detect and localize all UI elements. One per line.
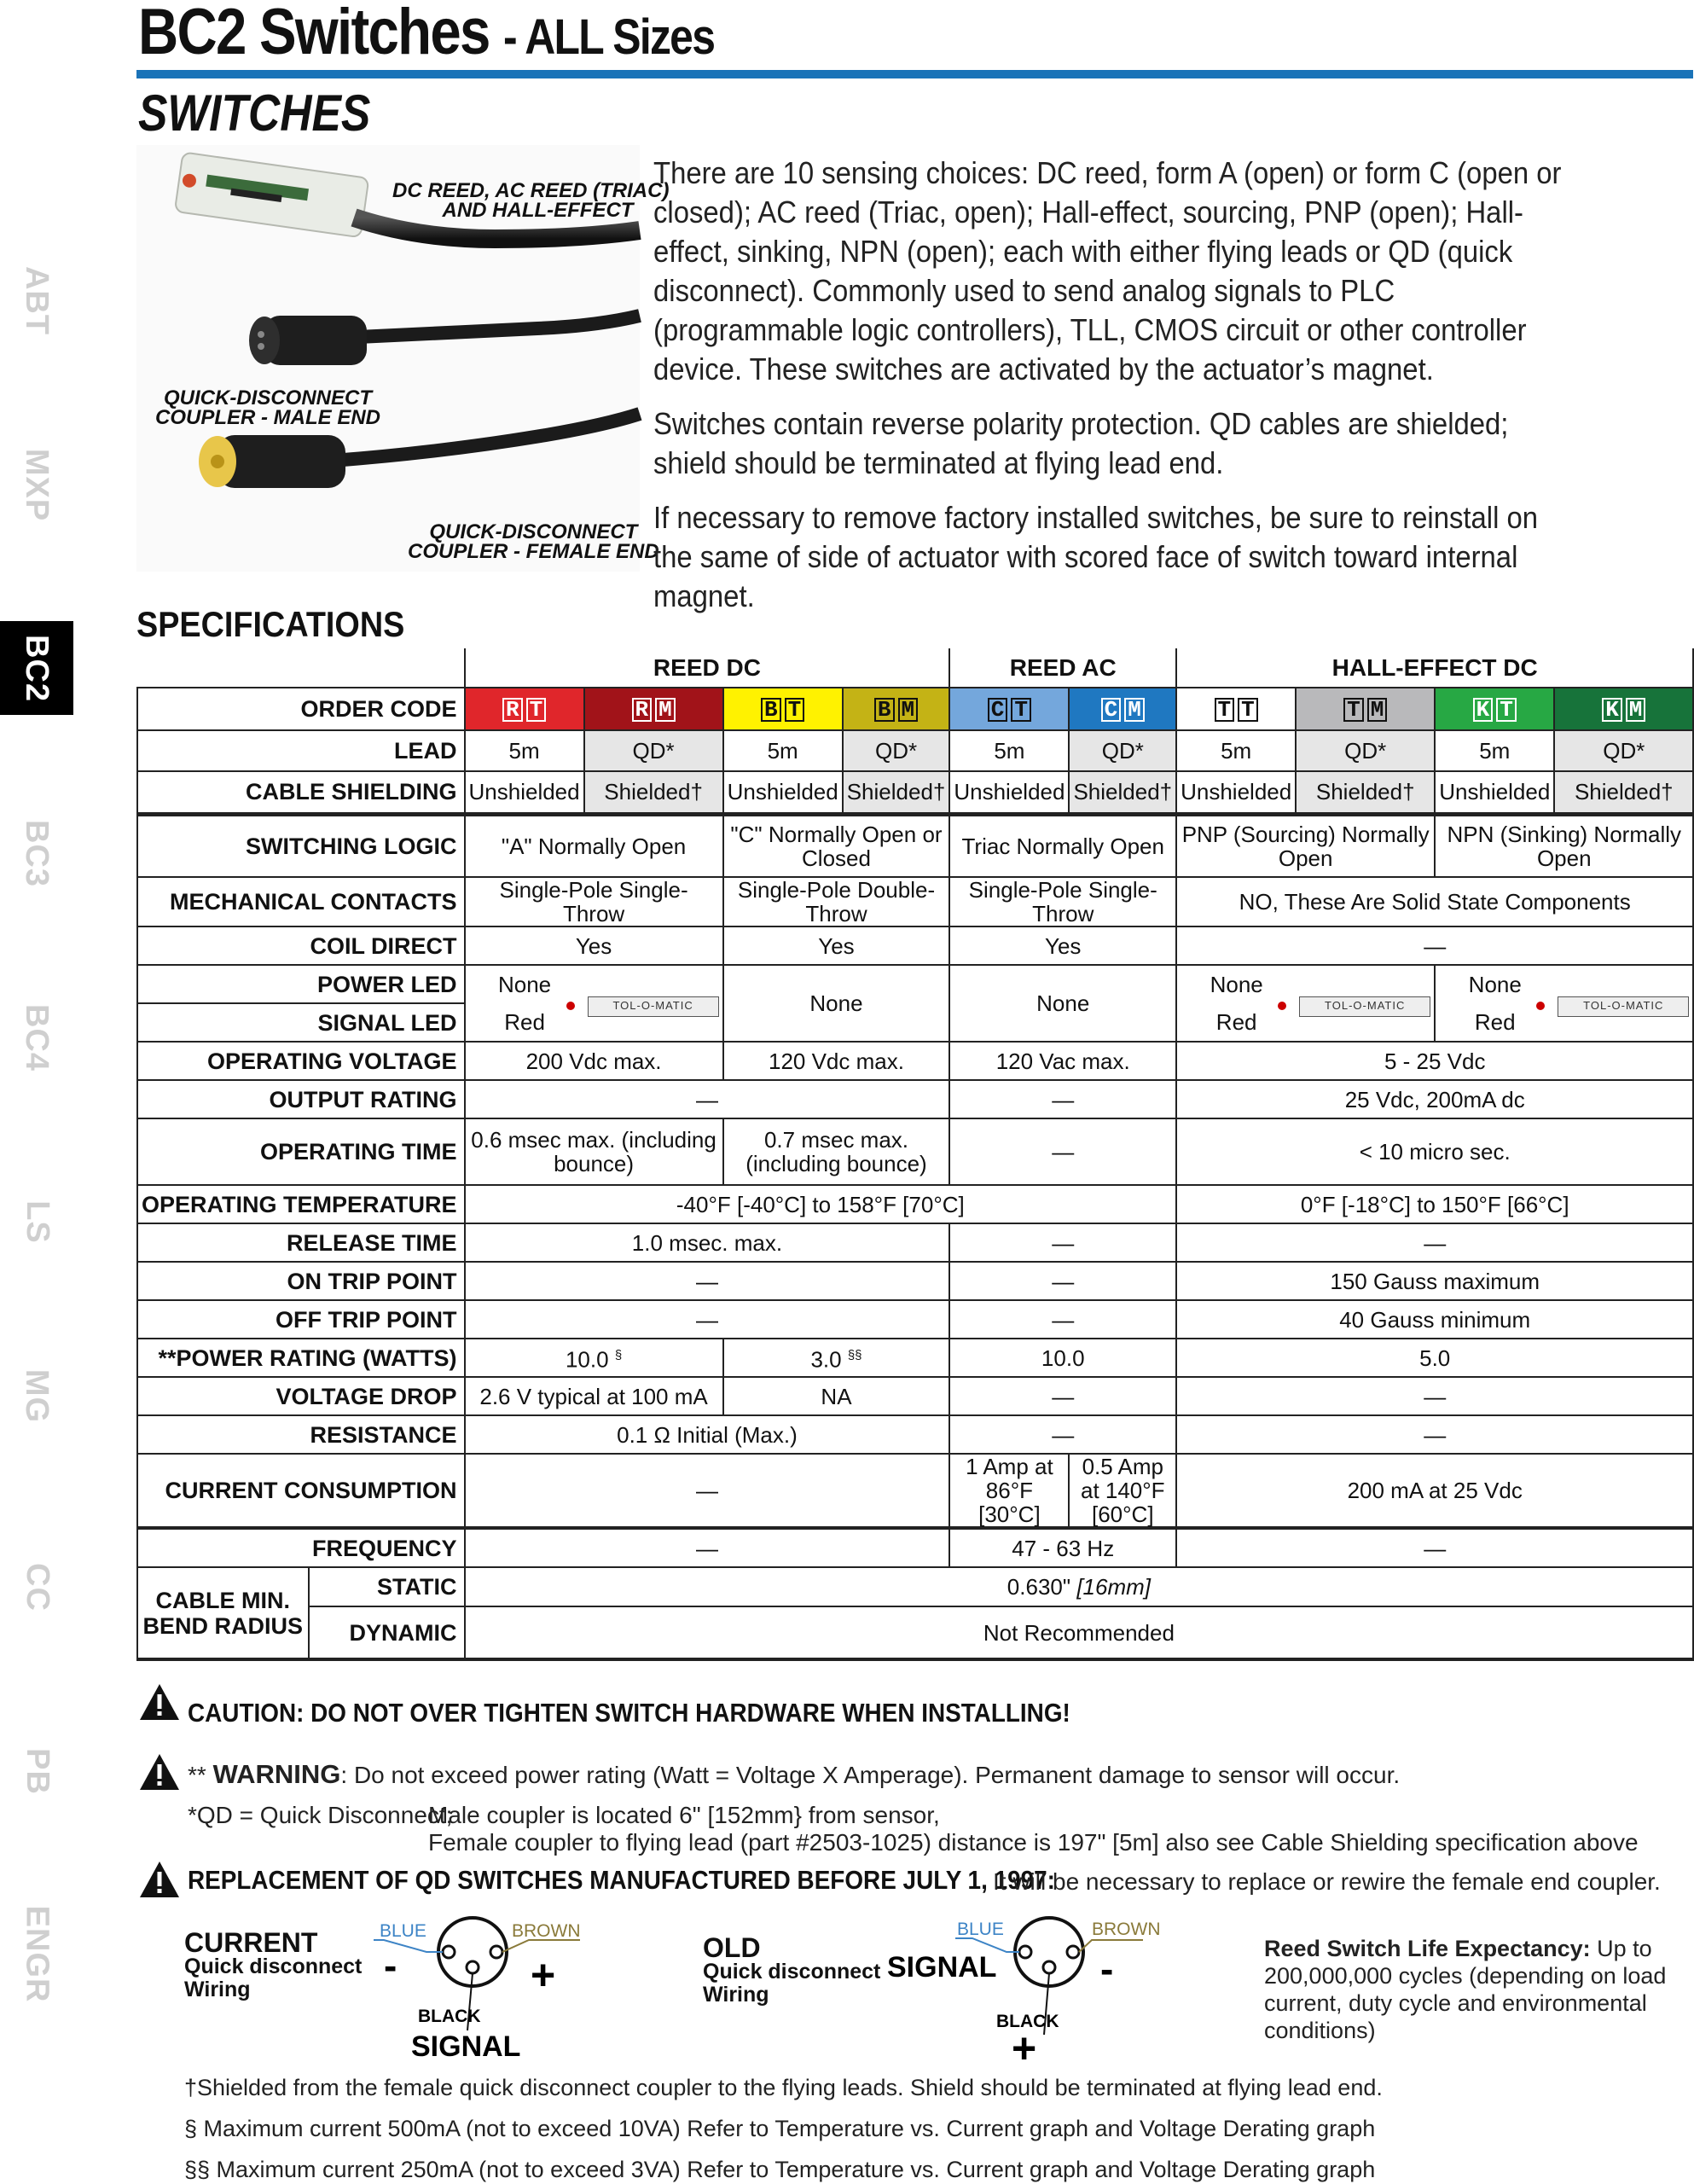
- order-code-cm: C M: [1069, 688, 1176, 730]
- bend-radius-static-row: CABLE MIN. BEND RADIUS STATIC 0.630" [16mm]: [137, 1567, 1693, 1606]
- reed-life-expectancy: Reed Switch Life Expectancy: Up to 200,000,000 cycles (depending on load current, duty cycle and environmental conditions): [1264, 1936, 1667, 2043]
- sidebar-tab-pb[interactable]: PB: [19, 1747, 55, 1795]
- svg-text:SIGNAL: SIGNAL: [411, 2030, 521, 2063]
- sidebar-tab-bc2[interactable]: BC2: [0, 621, 73, 715]
- group-reed-dc: REED DC: [465, 648, 950, 688]
- intro-text: [653, 154, 1562, 631]
- svg-text:-: -: [1100, 1947, 1114, 1991]
- svg-text:BROWN: BROWN: [1092, 1920, 1161, 1939]
- section-title: SWITCHES: [138, 84, 371, 142]
- frequency-row: FREQUENCY — 47 - 63 Hz —: [137, 1528, 1693, 1567]
- svg-text:BLACK: BLACK: [418, 2007, 481, 2026]
- sidebar-tab-mg[interactable]: MG: [19, 1368, 55, 1423]
- label-male-coupler: QUICK-DISCONNECT COUPLER - MALE END: [155, 386, 380, 429]
- group-reed-ac: REED AC: [949, 648, 1176, 688]
- row-label: ORDER CODE: [137, 688, 465, 730]
- footnote-section: § Maximum current 500mA (not to exceed 10VA) Refer to Temperature vs. Current graph and Voltage Derating graph: [184, 2116, 1376, 2141]
- order-code-bm: B M: [843, 688, 950, 730]
- footnote-double-section: §§ Maximum current 250mA (not to exceed 3VA) Refer to Temperature vs. Current graph and Voltage Derating graph: [184, 2157, 1376, 2182]
- qd-female-note: Female coupler to flying lead (part #2503-1025) distance is 197" [5m] also see Cable Shielding specification above: [428, 1829, 1639, 1856]
- resistance-row: RESISTANCE 0.1 Ω Initial (Max.) — —: [137, 1415, 1693, 1454]
- sidebar-tab-ls[interactable]: LS: [19, 1199, 55, 1244]
- lead-row: LEAD 5m QD* 5m QD* 5m QD* 5m QD* 5m QD*: [137, 730, 1693, 771]
- led-indicator-image: TOL-O-MATIC: [1296, 965, 1435, 1042]
- svg-text:BLACK: BLACK: [996, 2012, 1059, 2031]
- sidebar-tab-cc[interactable]: CC: [19, 1562, 55, 1612]
- intro-paragraph-1: There are 10 sensing choices: DC reed, form A (open) or form C (open or closed); AC reed (Triac, open); Hall-effect, sourcing, PNP (open); Hall-effect, sinking, NPN (open); each with either flying leads or QD (quick disconnect). Commonly used to send analog signals to PLC (programmable logic controllers), TLL, CMOS circuit or other controller device. These switches are activated by the actuator’s magnet.: [653, 155, 1562, 386]
- off-trip-point-row: OFF TRIP POINT — — 40 Gauss minimum: [137, 1300, 1693, 1339]
- specifications-table: [136, 648, 1694, 1661]
- coil-direct-row: COIL DIRECT Yes Yes Yes —: [137, 926, 1693, 965]
- operating-voltage-row: OPERATING VOLTAGE 200 Vdc max. 120 Vdc max. 120 Vac max. 5 - 25 Vdc: [137, 1042, 1693, 1080]
- old-wiring-label: OLD Quick disconnect Wiring: [703, 1932, 881, 2007]
- output-rating-row: OUTPUT RATING — — 25 Vdc, 200mA dc: [137, 1080, 1693, 1118]
- voltage-drop-row: VOLTAGE DROP 2.6 V typical at 100 mA NA — —: [137, 1377, 1693, 1415]
- label-female-coupler: QUICK-DISCONNECT COUPLER - FEMALE END: [408, 520, 659, 563]
- svg-text:-: -: [384, 1943, 397, 1988]
- qd-definition: *QD = Quick Disconnect;: [188, 1802, 453, 1828]
- group-hall-effect-dc: HALL-EFFECT DC: [1176, 648, 1693, 688]
- svg-text:BROWN: BROWN: [512, 1921, 581, 1941]
- sidebar-tab-mxp[interactable]: MXP: [19, 448, 55, 521]
- intro-paragraph-2: Switches contain reverse polarity protection. QD cables are shielded; shield should be terminated at flying lead end.: [653, 406, 1509, 480]
- order-code-bt: B T: [723, 688, 843, 730]
- on-trip-point-row: ON TRIP POINT — — 150 Gauss maximum: [137, 1262, 1693, 1300]
- switching-logic-row: SWITCHING LOGIC "A" Normally Open "C" Normally Open or Closed Triac Normally Open PNP (Sourcing) Normally Open NPN (Sinking) Normally Open: [137, 814, 1693, 877]
- current-wiring-label: CURRENT Quick disconnect Wiring: [184, 1927, 363, 2001]
- page-title: BC2 Switches - ALL Sizes: [138, 0, 715, 68]
- title-rule: [136, 70, 1693, 78]
- cable-shielding-row: CABLE SHIELDING Unshielded Shielded† Unshielded Shielded† Unshielded Shielded† Unshielded Shielded† Unshielded Shielded†: [137, 771, 1693, 814]
- svg-text:BLUE: BLUE: [957, 1920, 1004, 1939]
- sidebar-tab-bc3[interactable]: BC3: [19, 819, 55, 887]
- order-code-km: K M: [1554, 688, 1693, 730]
- sidebar-tab-abt[interactable]: ABT: [19, 265, 55, 335]
- order-code-rm: R M: [584, 688, 723, 730]
- order-code-row: [137, 688, 1693, 730]
- warning-text: ** WARNING: Do not exceed power rating (Watt = Voltage X Amperage). Permanent damage to sensor will occur.: [188, 1759, 1401, 1789]
- intro-paragraph-3: If necessary to remove factory installed switches, be sure to reinstall on the same of side of actuator with scored face of switch toward internal magnet.: [653, 500, 1539, 613]
- order-code-tm: T M: [1296, 688, 1435, 730]
- order-code-ct: C T: [949, 688, 1069, 730]
- replacement-note: REPLACEMENT OF QD SWITCHES MANUFACTURED BEFORE JULY 1, 1997: It will be necessary to replace or rewire the female end coupler.: [188, 1865, 1661, 1895]
- release-time-row: RELEASE TIME 1.0 msec. max. — —: [137, 1223, 1693, 1262]
- order-code-tt: T T: [1176, 688, 1296, 730]
- order-code-kt: K T: [1435, 688, 1554, 730]
- svg-text:+: +: [531, 1951, 556, 1999]
- label-reed-switch: DC REED, AC REED (TRIAC) AND HALL-EFFECT: [392, 179, 670, 222]
- operating-time-row: OPERATING TIME 0.6 msec max. (including bounce) 0.7 msec max. (including bounce) — < 10 micro sec.: [137, 1118, 1693, 1185]
- led-indicator-image: TOL-O-MATIC: [1554, 965, 1693, 1042]
- sidebar-tab-bc4[interactable]: BC4: [19, 1003, 55, 1072]
- current-wiring-diagram: [367, 1911, 589, 2065]
- footnote-shielded: †Shielded from the female quick disconnect coupler to the flying leads. Shield should be terminated at flying lead end.: [184, 2075, 1383, 2100]
- caution-icon: [138, 1682, 181, 1722]
- old-wiring-diagram: [887, 1911, 1161, 2072]
- led-indicator-image: TOL-O-MATIC: [584, 965, 723, 1042]
- sidebar-tab-engr[interactable]: ENGR: [19, 1905, 55, 2002]
- svg-text:BLUE: BLUE: [380, 1921, 426, 1941]
- power-rating-row: **POWER RATING (WATTS) 10.0 § 3.0 §§ 10.0 5.0: [137, 1339, 1693, 1377]
- specifications-title: SPECIFICATIONS: [136, 604, 405, 644]
- current-consumption-row: CURRENT CONSUMPTION — 1 Amp at 86°F [30°C] 0.5 Amp at 140°F [60°C] 200 mA at 25 Vdc: [137, 1454, 1693, 1528]
- replacement-warning-icon: [138, 1860, 181, 1899]
- order-code-rt: R T: [465, 688, 584, 730]
- power-led-row: POWER LED None TOL-O-MATIC None None None TOL-O-MATIC None TOL-O-MATIC: [137, 965, 1693, 1003]
- warning-icon: [138, 1752, 181, 1792]
- qd-male-note: Male coupler is located 6" [152mm} from sensor,: [428, 1802, 940, 1828]
- svg-text:SIGNAL: SIGNAL: [887, 1951, 997, 1984]
- svg-text:+: +: [1012, 2024, 1037, 2072]
- caution-text: CAUTION: DO NOT OVER TIGHTEN SWITCH HARDWARE WHEN INSTALLING!: [188, 1698, 1070, 1728]
- operating-temperature-row: OPERATING TEMPERATURE -40°F [-40°C] to 158°F [70°C] 0°F [-18°C] to 150°F [66°C]: [137, 1185, 1693, 1223]
- group-header-row: [137, 648, 1693, 688]
- mechanical-contacts-row: MECHANICAL CONTACTS Single-Pole Single-Throw Single-Pole Double-Throw Single-Pole Single-Throw NO, These Are Solid State Components: [137, 877, 1693, 926]
- bend-radius-dynamic-row: DYNAMIC Not Recommended: [137, 1606, 1693, 1659]
- signal-led-row: SIGNAL LED Red Red Red: [137, 1003, 1693, 1042]
